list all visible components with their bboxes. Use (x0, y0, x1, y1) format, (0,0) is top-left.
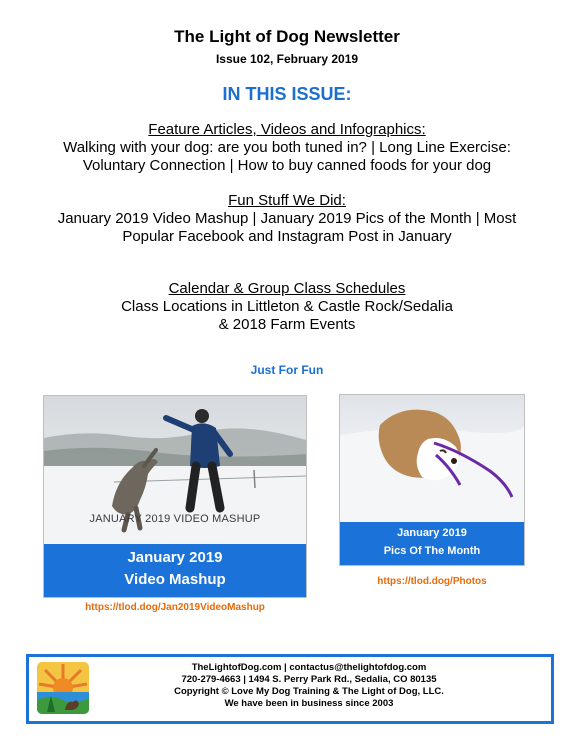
video-mashup-link[interactable]: https://tlod.dog/Jan2019VideoMashup (85, 602, 265, 613)
video-banner-line: January 2019 (127, 549, 223, 566)
fun-stuff-heading[interactable]: Fun Stuff We Did: (228, 192, 346, 209)
footer-copyright: Copyright © Love My Dog Training & The Light of Dog, LLC. (174, 686, 444, 697)
feature-articles-line: Voluntary Connection | How to buy canned foods for your dog (82, 157, 492, 174)
video-mashup-banner (44, 544, 306, 597)
pics-banner-line: January 2019 (397, 527, 467, 539)
puppy-in-snow-illustration (340, 395, 524, 522)
footer-website-email[interactable]: TheLightofDog.com | contactus@thelightofdog.com (191, 662, 427, 673)
pics-of-month-link[interactable]: https://tlod.dog/Photos (377, 576, 487, 587)
newsletter-title: The Light of Dog Newsletter (174, 27, 400, 46)
calendar-line: Class Locations in Littleton & Castle Rock/Sedalia (121, 298, 453, 315)
video-banner-line: Video Mashup (124, 571, 226, 588)
feature-articles-line: Walking with your dog: are you both tuned in? | Long Line Exercise: (63, 139, 511, 156)
just-for-fun-heading: Just For Fun (250, 363, 324, 377)
video-mashup-overlay-text: JANUARY 2019 VIDEO MASHUP (89, 513, 261, 525)
video-mashup-photo (44, 396, 306, 544)
fun-stuff-line: Popular Facebook and Instagram Post in January (122, 228, 452, 245)
pics-of-month-banner (340, 522, 524, 565)
feature-articles-heading[interactable]: Feature Articles, Videos and Infographics: (148, 121, 426, 138)
puppy-photo (340, 395, 524, 522)
pics-banner-line: Pics Of The Month (383, 545, 481, 557)
footer-business-since: We have been in business since 2003 (224, 698, 394, 709)
calendar-heading[interactable]: Calendar & Group Class Schedules (168, 280, 406, 297)
in-this-issue-heading: IN THIS ISSUE: (222, 84, 352, 104)
video-mashup-card[interactable] (43, 395, 307, 598)
footer-phone-address: 720-279-4663 | 1494 S. Perry Park Rd., Sedalia, CO 80135 (181, 674, 437, 685)
fun-stuff-line: January 2019 Video Mashup | January 2019 Pics of the Month | Most (57, 210, 517, 227)
footer-contact-box (26, 654, 554, 724)
calendar-line: & 2018 Farm Events (218, 316, 356, 333)
issue-subtitle: Issue 102, February 2019 (215, 52, 359, 66)
pics-of-month-card[interactable] (339, 394, 525, 566)
